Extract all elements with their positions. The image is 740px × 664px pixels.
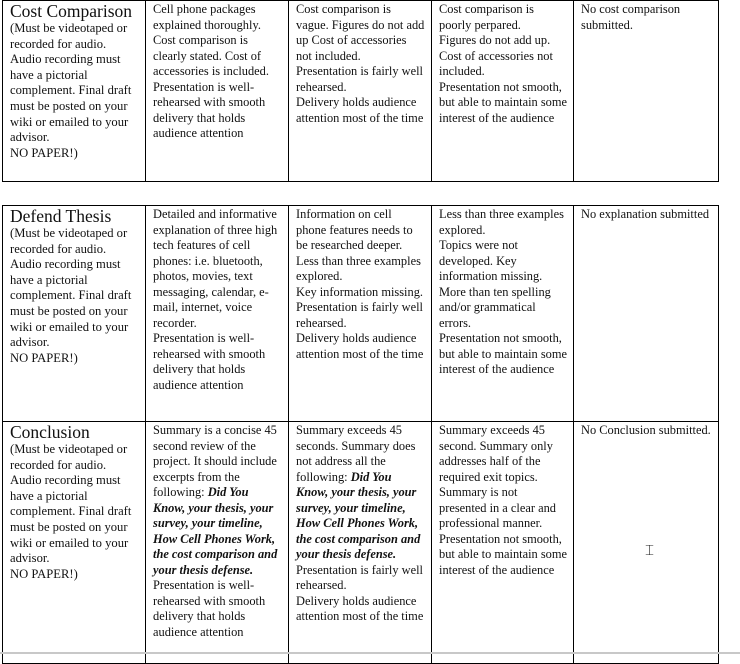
level-text: No Conclusion submitted. — [581, 423, 711, 437]
level-cell[interactable] — [289, 1, 432, 182]
criterion-cell[interactable] — [3, 206, 146, 422]
level-cell[interactable] — [432, 206, 574, 422]
level-text: Cell phone packages explained thoroughly. Cost comparison is clearly stated. Cost of accessories is included. Presentation is well-rehearsed with smooth delivery that holds audience attention — [153, 2, 269, 140]
level-text: Less than three examples explored. Topics were not developed. Key information missing. More than ten spelling and/or grammatical errors. Presentation not smooth, but able to maintain some interest of the audience — [439, 207, 568, 376]
criterion-title: Cost Comparison — [10, 1, 133, 21]
level-emphasis-text: Did You Know, your thesis, your survey, your timeline, How Cell Phones Work, the cost comparison and your thesis defense. — [153, 485, 278, 577]
table-row — [3, 206, 719, 422]
text-cursor-icon: ⌶ — [645, 541, 655, 559]
criterion-cell[interactable] — [3, 1, 146, 182]
level-text: Summary exceeds 45 second. Summary only addresses half of the required exit topics. Summary is not presented in a clear and professional manner. Presentation not smooth, but able to maintain some interest of the audience — [439, 423, 568, 577]
level-text: Summary exceeds 45 seconds. Summary does not address all the following: — [296, 423, 416, 484]
level-text: Cost comparison is vague. Figures do not add up Cost of accessories not included. Presentation is fairly well rehearsed. Delivery holds audience attention most of the time — [296, 2, 425, 125]
level-cell[interactable] — [146, 206, 289, 422]
criterion-note: (Must be videotaped or recorded for audio. Audio recording must have a pictorial complement. Final draft must be posted on your wiki or emailed to your advisor. NO PAPER!) — [10, 442, 132, 581]
level-text: Detailed and informative explanation of three high tech features of cell phones: i.e. bluetooth, photos, movies, text messaging, calendar, e-mail, internet, voice recorder. Presentation is well-rehearsed with smooth delivery that holds audience attention — [153, 207, 278, 392]
level-cell[interactable] — [289, 206, 432, 422]
level-text: No explanation submitted — [581, 207, 710, 221]
level-cell[interactable] — [289, 422, 432, 664]
level-cell[interactable] — [574, 1, 719, 182]
criterion-title: Defend Thesis — [10, 206, 112, 226]
level-text: No cost comparison submitted. — [581, 2, 681, 32]
criterion-cell[interactable] — [3, 422, 146, 664]
table-row — [3, 422, 719, 664]
level-cell[interactable] — [432, 1, 574, 182]
level-cell[interactable] — [574, 206, 719, 422]
level-text: Presentation is fairly well rehearsed. Delivery holds audience attention most of the time — [296, 562, 424, 623]
criterion-title: Conclusion — [10, 422, 90, 442]
level-cell[interactable] — [146, 1, 289, 182]
level-cell[interactable] — [432, 422, 574, 664]
level-text: Presentation is well-rehearsed with smooth delivery that holds audience attention — [153, 578, 266, 639]
level-text: Summary is a concise 45 second review of the project. It should include excerpts from the following: — [153, 423, 277, 499]
level-cell[interactable] — [146, 422, 289, 664]
level-text: Information on cell phone features needs to be researched deeper. Less than three examples explored. Key information missing. Presentation is fairly well rehearsed. Delivery holds audience attention most of the time — [296, 207, 424, 361]
level-text: Cost comparison is poorly perpared. Figures do not add up. Cost of accessories not included. Presentation not smooth, but able to maintain some interest of the audience — [439, 2, 568, 125]
criterion-note: (Must be videotaped or recorded for audio. Audio recording must have a pictorial complement. Final draft must be posted on your wiki or emailed to your advisor. NO PAPER!) — [10, 226, 132, 365]
criterion-note: (Must be videotaped or recorded for audio. Audio recording must have a pictorial complement. Final draft must be posted on your wiki or emailed to your advisor. NO PAPER!) — [10, 21, 132, 160]
level-emphasis-text: Did You Know, your thesis, your survey, your timeline, How Cell Phones Work, the cost comparison and your thesis defense. — [296, 469, 421, 561]
table-row — [3, 1, 719, 182]
rubric-table-thesis-conclusion — [2, 205, 719, 664]
rubric-table-cost-comparison — [2, 0, 719, 182]
